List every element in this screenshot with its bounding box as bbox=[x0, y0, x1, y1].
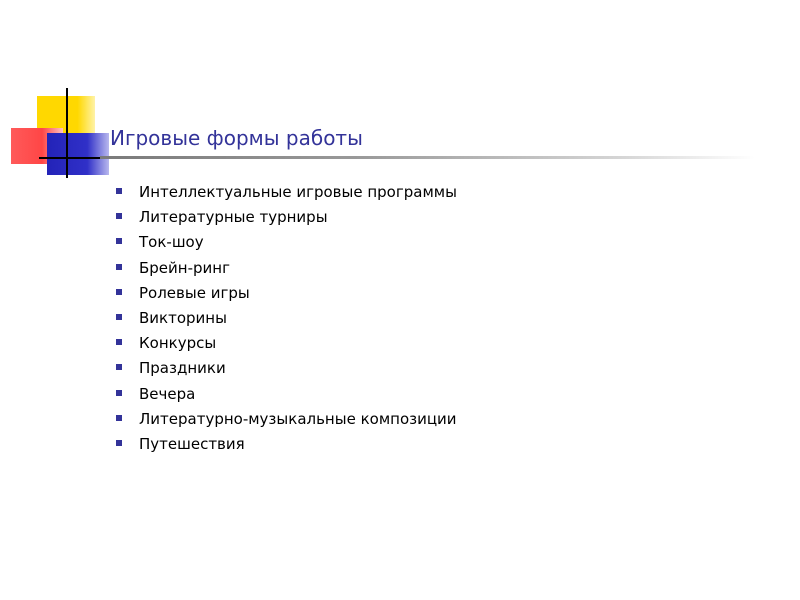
decorative-blue-square bbox=[47, 133, 109, 175]
bullet-item bbox=[139, 358, 457, 383]
bullet-item bbox=[139, 207, 457, 232]
slide-title: Игровые формы работы bbox=[110, 126, 363, 150]
bullet-text: Путешествия bbox=[139, 434, 245, 453]
bullet-square-icon bbox=[116, 188, 122, 194]
bullet-text: Праздники bbox=[139, 359, 226, 378]
bullet-square-icon bbox=[116, 289, 122, 295]
bullet-text: Вечера bbox=[139, 384, 196, 403]
bullet-square-icon bbox=[116, 314, 122, 320]
bullet-item bbox=[139, 434, 457, 459]
bullet-square-icon bbox=[116, 440, 122, 446]
bullet-square-icon bbox=[116, 238, 122, 244]
bullet-item bbox=[139, 258, 457, 283]
bullet-list bbox=[139, 182, 457, 459]
bullet-item bbox=[139, 333, 457, 358]
bullet-text: Конкурсы bbox=[139, 334, 217, 353]
bullet-text: Литературно-музыкальные композиции bbox=[139, 409, 457, 428]
bullet-text: Литературные турниры bbox=[139, 208, 328, 227]
bullet-item bbox=[139, 384, 457, 409]
bullet-square-icon bbox=[116, 415, 122, 421]
bullet-text: Интеллектуальные игровые программы bbox=[139, 183, 457, 201]
bullet-text: Ролевые игры bbox=[139, 283, 250, 302]
bullet-item bbox=[139, 232, 457, 257]
bullet-item bbox=[139, 182, 457, 207]
bullet-square-icon bbox=[116, 339, 122, 345]
bullet-item bbox=[139, 409, 457, 434]
bullet-square-icon bbox=[116, 364, 122, 370]
bullet-text: Ток-шоу bbox=[139, 233, 204, 252]
bullet-text: Викторины bbox=[139, 308, 227, 327]
bullet-item bbox=[139, 308, 457, 333]
bullet-square-icon bbox=[116, 264, 122, 270]
decorative-horizontal-line bbox=[39, 157, 100, 159]
bullet-square-icon bbox=[116, 390, 122, 396]
bullet-square-icon bbox=[116, 213, 122, 219]
decorative-vertical-line bbox=[66, 88, 68, 178]
title-underline bbox=[100, 156, 755, 159]
bullet-text: Брейн-ринг bbox=[139, 258, 230, 277]
bullet-item bbox=[139, 283, 457, 308]
